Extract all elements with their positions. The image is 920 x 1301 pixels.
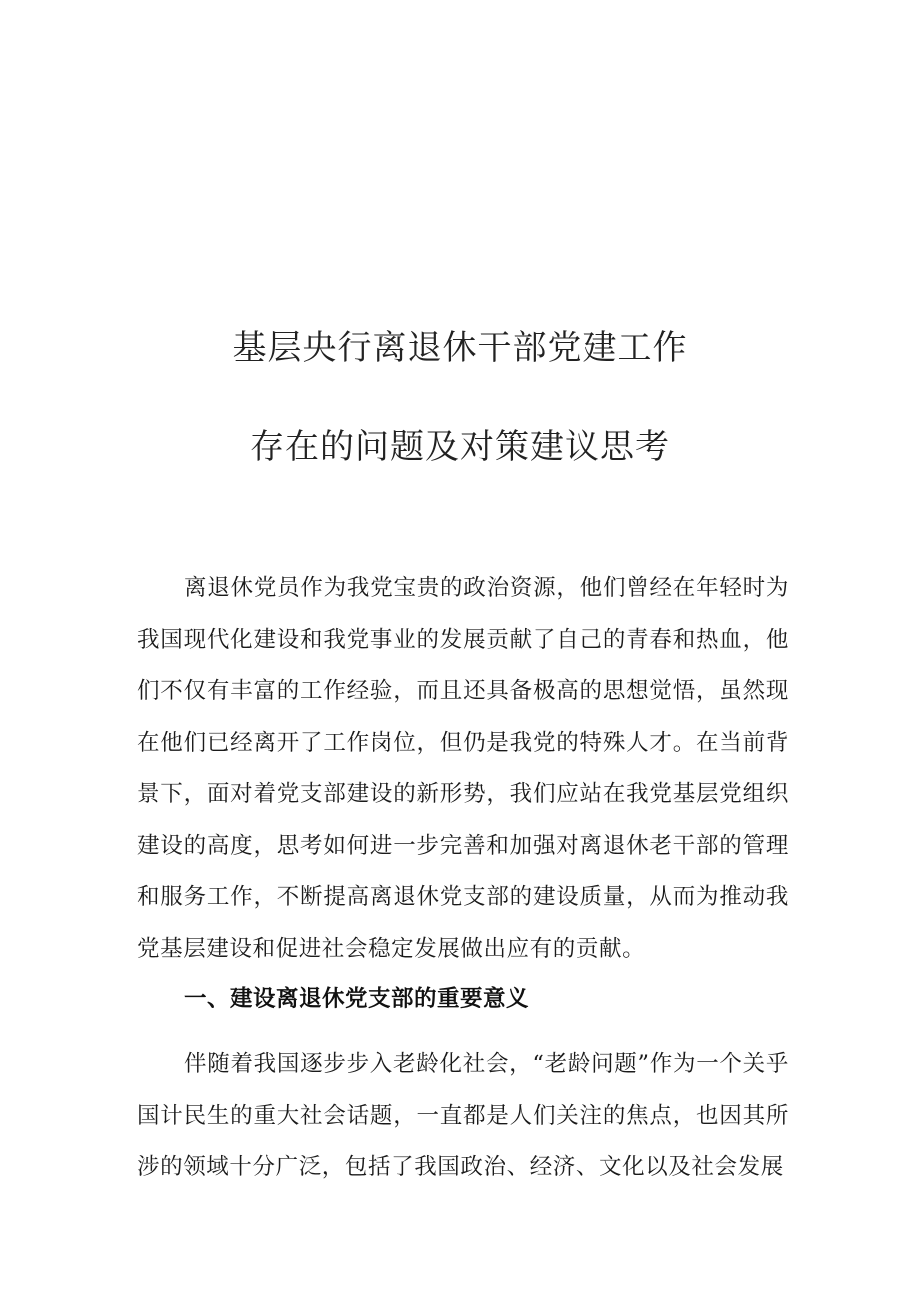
document-title-line-1: 基层央行离退休干部党建工作 bbox=[232, 328, 688, 368]
document-title-line-2: 存在的问题及对策建议思考 bbox=[250, 427, 670, 467]
intro-paragraph: 离退休党员作为我党宝贵的政治资源，他们曾经在年轻时为我国现代化建设和我党事业的发展贡献了自己的青春和热血，他们不仅有丰富的工作经验，而且还具备极高的思想觉悟，虽然现在他们已经离开了工作岗位，但仍是我党的特殊人才。在当前背景下，面对着党支部建设的新形势，我们应站在我党基层党组织建设的高度，思考如何进一步完善和加强对离退休老干部的管理和服务工作，不断提高离退休党支部的建设质量，从而为推动我党基层建设和促进社会稳定发展做出应有的贡献。 bbox=[137, 575, 789, 962]
section-heading-1: 一、建设离退休党支部的重要意义 bbox=[184, 986, 530, 1012]
section-1-paragraph: 伴随着我国逐步步入老龄化社会，“老龄问题”作为一个关乎国计民生的重大社会话题，一直都是人们关注的焦点，也因其所涉的领域十分广泛，包括了我国政治、经济、文化以及社会发展 bbox=[137, 1051, 789, 1180]
